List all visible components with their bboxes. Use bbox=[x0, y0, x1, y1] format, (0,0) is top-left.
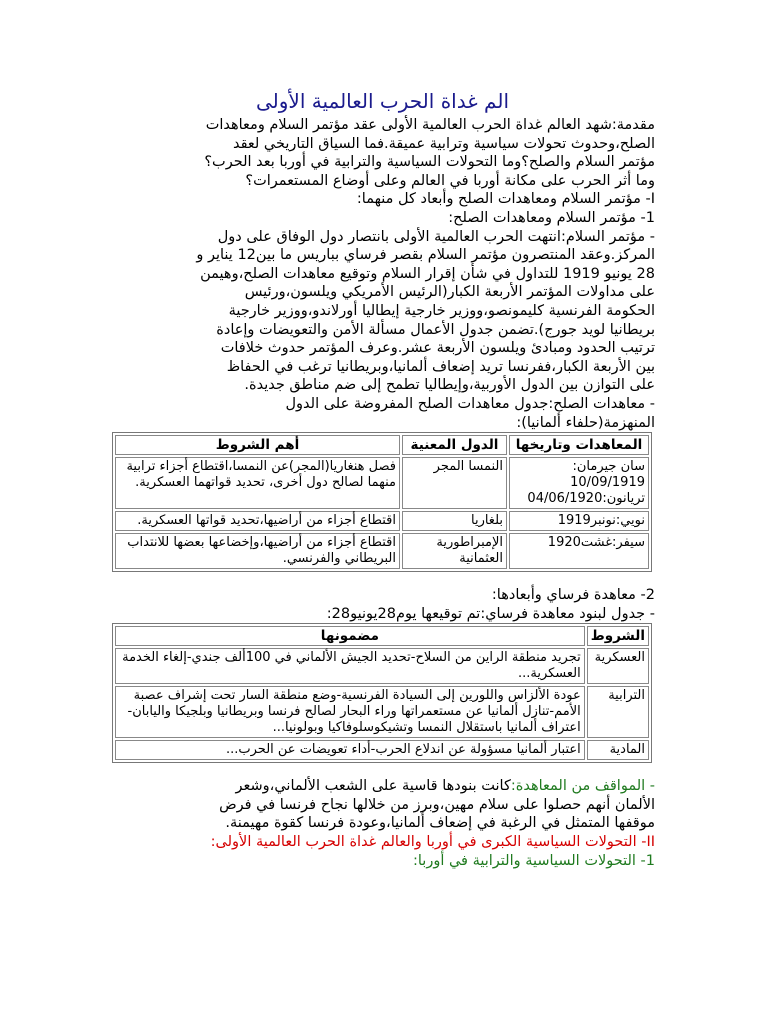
table-header-row bbox=[115, 435, 649, 455]
subsection-heading: 2- معاهدة فرساي وأبعادها: bbox=[491, 587, 655, 604]
page-title: الم غداة الحرب العالمية الأولى bbox=[256, 89, 509, 113]
table-cell: اقتطاع أجزاء من أراضيها،تحديد قواتها العسكرية. bbox=[115, 511, 400, 531]
body-line: موقفها المتمثل في الرغبة في إضعاف ألمانيا،وعودة فرنسا كقوة مهيمنة. bbox=[225, 815, 655, 832]
subsection-heading: 1- مؤتمر السلام ومعاهدات الصلح: bbox=[448, 209, 655, 226]
document-page bbox=[110, 88, 655, 870]
table-header: الدول المعنية bbox=[402, 435, 507, 455]
intro-line: مؤتمر السلام والصلح؟وما التحولات السياسية والترابية في أوربا بعد الحرب؟ bbox=[204, 154, 655, 171]
table-row bbox=[115, 740, 649, 760]
table-cell: تجريد منطقة الراين من السلاح-تحديد الجيش الألماني في 100ألف جندي-إلغاء الخدمة العسكرية... bbox=[115, 648, 585, 684]
peace-treaties-table bbox=[112, 432, 652, 572]
table-cell: النمسا المجر bbox=[402, 457, 507, 509]
subsection-heading-green: 1- التحولات السياسية والترابية في أوربا: bbox=[412, 852, 655, 869]
intro-line: وما أثر الحرب على مكانة أوربا في العالم وعلى أوضاع المستعمرات؟ bbox=[245, 172, 655, 189]
table-cell: الإمبراطورية العثمانية bbox=[402, 533, 507, 569]
table-cell: العسكرية bbox=[587, 648, 649, 684]
table-cell: اعتبار ألمانيا مسؤولة عن اندلاع الحرب-أداء تعويضات عن الحرب... bbox=[115, 740, 585, 760]
body-line: - مؤتمر السلام:انتهت الحرب العالمية الأولى بانتصار دول الوفاق على دول bbox=[217, 228, 655, 245]
table-row bbox=[115, 511, 649, 531]
table-row bbox=[115, 533, 649, 569]
body-line: على التوازن بين الدول الأوربية،وإيطاليا تطمح إلى ضم مناطق جديدة. bbox=[244, 377, 655, 394]
table-cell: سان جيرمان: 10/09/1919 تريانون:04/06/1920 bbox=[509, 457, 649, 509]
table-cell: فصل هنغاريا(المجر)عن النمسا،اقتطاع أجزاء ترابية منهما لصالح دول أخرى، تحديد قواتهما العسكرية. bbox=[115, 457, 400, 509]
table-cell: نويي:نونبر1919 bbox=[509, 511, 649, 531]
table-header: أهم الشروط bbox=[115, 435, 400, 455]
body-line: على مداولات المؤتمر الأربعة الكبار(الرئيس الأمريكي ويلسون،ورئيس bbox=[244, 284, 655, 301]
section-heading: I- مؤتمر السلام ومعاهدات الصلح وأبعاد كل منهما: bbox=[356, 191, 655, 208]
body-line: المنهزمة(حلفاء ألمانيا): bbox=[516, 414, 655, 431]
intro-line: مقدمة:شهد العالم غداة الحرب العالمية الأولى عقد مؤتمر السلام ومعاهدات bbox=[205, 117, 655, 133]
table-row bbox=[115, 686, 649, 738]
versailles-table bbox=[112, 623, 652, 763]
positions-text: كانت بنودها قاسية على الشعب الألماني،وشعر bbox=[235, 778, 511, 795]
positions-line bbox=[110, 777, 655, 796]
positions-label: - المواقف من المعاهدة: bbox=[510, 778, 655, 795]
section-heading-red: II- التحولات السياسية الكبرى في أوربا والعالم غداة الحرب العالمية الأولى: bbox=[210, 834, 655, 851]
table-header-row bbox=[115, 626, 649, 646]
table-cell: اقتطاع أجزاء من أراضيها،وإخضاعها بعضها للانتداب البريطاني والفرنسي. bbox=[115, 533, 400, 569]
body-line: الألمان أنهم حصلوا على سلام مهين،وبرز من خلالها نجاح فرنسا في فرض bbox=[219, 796, 655, 813]
table-cell: عودة الألزاس واللورين إلى السيادة الفرنسية-وضع منطقة السار تحت إشراف عصبة الأمم-تنازل ألمانيا عن مستعمراتها وراء البحار لصالح فرنسا وبريطانيا وبلجيكا واليابان-اعتراف ألمانيا باستقلال النمسا وتشيكوسلوفاكيا وبولونيا... bbox=[115, 686, 585, 738]
body-line: 28 يونيو 1919 للتداول في شأن إقرار السلام وتوقيع معاهدات الصلح،وهيمن bbox=[200, 265, 655, 282]
body-line: ترتيب الحدود ومبادئ ويلسون الأربعة عشر.وعرف المؤتمر حدوث خلافات bbox=[220, 340, 655, 357]
table-header: مضمونها bbox=[115, 626, 585, 646]
table-header: المعاهدات وتاريخها bbox=[509, 435, 649, 455]
body-line: - معاهدات الصلح:جدول معاهدات الصلح المفروضة على الدول bbox=[285, 395, 655, 412]
table-cell: الترابية bbox=[587, 686, 649, 738]
body-line: بين الأربعة الكبار،ففرنسا تريد إضعاف ألمانيا،وبريطانيا ترغب في الحفاظ bbox=[226, 358, 655, 375]
table-cell: سيفر:غشت1920 bbox=[509, 533, 649, 569]
body-line: بريطانيا لويد جورج).تضمن جدول الأعمال مسألة الأمن والتعويضات وإعادة bbox=[216, 321, 655, 338]
body-line: المركز.وعقد المنتصرون مؤتمر السلام بقصر فرساي بباريس ما بين12 يناير و bbox=[196, 247, 655, 264]
intro-block bbox=[110, 116, 655, 432]
body-line: الحكومة الفرنسية كليمونصو،ووزير خارجية إيطاليا أورلاندو،ووزير خارجية bbox=[228, 302, 655, 319]
intro-line: الصلح،وحدوث تحولات سياسية وترابية عميقة.فما السياق التاريخي لعقد bbox=[232, 135, 655, 152]
table-row bbox=[115, 457, 649, 509]
table-row bbox=[115, 648, 649, 684]
body-line: - جدول لبنود معاهدة فرساي:تم توقيعها يوم28يونيو28: bbox=[326, 605, 655, 622]
table-header: الشروط bbox=[587, 626, 649, 646]
table-cell: بلغاريا bbox=[402, 511, 507, 531]
table-cell: المادية bbox=[587, 740, 649, 760]
